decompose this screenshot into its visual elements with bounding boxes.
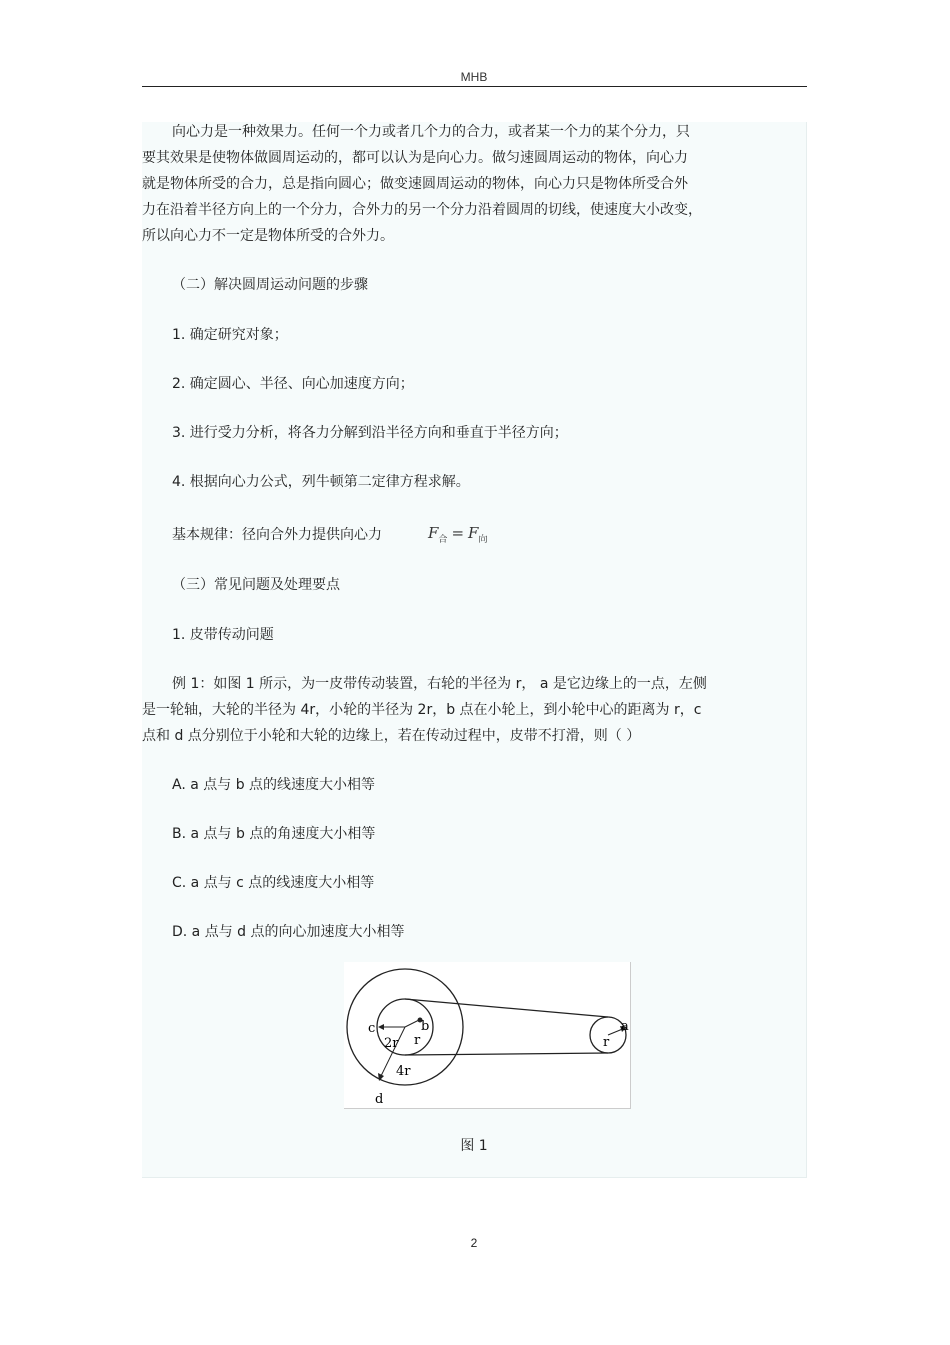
label-r-right: r [603,1035,610,1050]
centripetal-formula [428,524,487,545]
formula-lhs: F [428,524,439,542]
radius-r-line [405,1020,419,1027]
intro-line-4: 力在沿着半径方向上的一个分力，合外力的另一个分力沿着圆周的切线，使速度大小改变， [142,202,702,218]
belt-lower-line [405,1053,608,1055]
option-d: D. a 点与 d 点的向心加速度大小相等 [172,924,405,940]
basic-law: 基本规律：径向合外力提供向心力 [172,527,382,543]
step-1: 1. 确定研究对象； [172,327,288,343]
example-line-1: 例 1：如图 1 所示，为一皮带传动装置，右轮的半径为 r， a 是它边缘上的一点，左侧 [172,676,707,692]
label-b: b [421,1019,430,1034]
page-number: 2 [470,1236,478,1250]
section3-heading: （三）常见问题及处理要点 [172,577,340,593]
intro-line-1: 向心力是一种效果力。任何一个力或者几个力的合力，或者某一个力的某个分力，只 [172,124,690,140]
label-r-small: r [414,1033,421,1048]
label-c: c [368,1021,376,1036]
belt-drive-figure [344,962,631,1109]
section2-heading: （二）解决圆周运动问题的步骤 [172,277,368,293]
option-b: B. a 点与 b 点的角速度大小相等 [172,826,376,842]
intro-line-2: 要其效果是使物体做圆周运动的，都可以认为是向心力。做匀速圆周运动的物体，向心力 [142,150,688,166]
document-content [142,122,807,1178]
step-4: 4. 根据向心力公式，列牛顿第二定律方程求解。 [172,474,470,490]
section3-subheading: 1. 皮带传动问题 [172,627,274,643]
intro-line-3: 就是物体所受的合力，总是指向圆心；做变速圆周运动的物体，向心力只是物体所受合外 [142,176,688,192]
step-2: 2. 确定圆心、半径、向心加速度方向； [172,376,414,392]
figure-caption: 图 1 [460,1138,488,1154]
formula-rhs: F [468,524,479,542]
belt-drive-diagram [344,962,630,1108]
formula-equals: = [451,524,465,542]
formula-rhs-sub: 向 [478,535,488,545]
option-a: A. a 点与 b 点的线速度大小相等 [172,777,376,793]
label-4r: 4r [396,1064,411,1079]
label-a: a [621,1019,629,1034]
label-d: d [375,1092,384,1107]
intro-line-5: 所以向心力不一定是物体所受的合外力。 [142,228,394,244]
option-c: C. a 点与 c 点的线速度大小相等 [172,875,375,891]
formula-lhs-sub: 合 [438,535,448,545]
example-line-2: 是一轮轴，大轮的半径为 4r，小轮的半径为 2r，b 点在小轮上，到小轮中心的距离为 r，c [142,702,702,718]
page-header: MHB [460,70,488,84]
belt-upper-line [405,999,608,1017]
step-3: 3. 进行受力分析，将各力分解到沿半径方向和垂直于半径方向； [172,425,568,441]
label-2r: 2r [384,1036,399,1051]
example-line-3: 点和 d 点分别位于小轮和大轮的边缘上，若在传动过程中，皮带不打滑，则（ ） [142,728,641,744]
c-arrowhead [378,1024,384,1030]
header-rule [142,86,807,87]
